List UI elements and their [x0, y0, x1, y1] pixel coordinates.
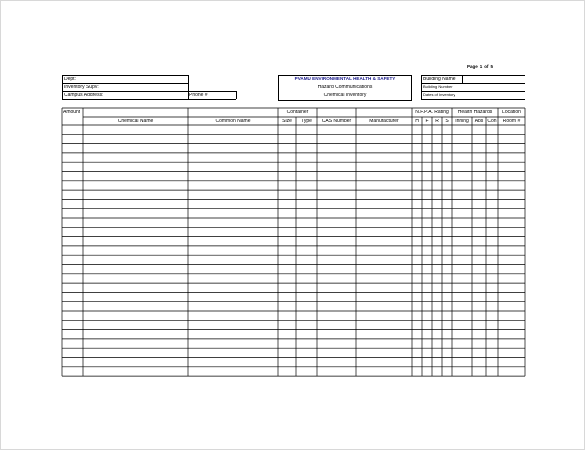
col-r: R — [435, 119, 439, 124]
group-nfpa: N.F.P.A. Rating — [415, 110, 449, 115]
campus-address-label: Campus Address: — [64, 93, 104, 98]
chemical-inventory-line: Chemical Inventory — [323, 93, 367, 98]
building-name-label: Building Name — [423, 77, 456, 82]
col-s: S — [445, 119, 449, 124]
col-abs: Abs — [474, 119, 484, 124]
col-manufacturer: Manufacturer — [369, 119, 399, 124]
group-location: Location — [502, 110, 521, 115]
col-con: Con — [487, 119, 497, 124]
col-cas-number: CAS Number — [321, 119, 352, 124]
col-size: Size — [282, 119, 292, 124]
col-common-name: Common Name — [215, 119, 251, 124]
col-chemical-name: Chemical Name — [117, 119, 154, 124]
group-health-hazards: Health Hazards — [457, 110, 493, 115]
inventory-table-grid — [1, 1, 585, 451]
phone-label: Phone # — [189, 93, 208, 98]
inventory-supv-label: Inventory Supv: — [64, 85, 99, 90]
building-number-label: Building Number — [423, 85, 453, 89]
page-prefix: Page — [467, 64, 478, 69]
page-of: of — [484, 64, 489, 69]
col-type: Type — [301, 119, 312, 124]
col-amount: Amount — [63, 110, 81, 115]
page-total: 5 — [490, 64, 494, 69]
col-room: Room # — [502, 119, 521, 124]
org-title: PVAMU ENVIRONMENTAL HEALTH & SAFETY — [294, 77, 396, 81]
dept-label: Dept: — [64, 77, 76, 82]
inventory-date-label: Dates of Inventory — [423, 93, 456, 97]
col-f: F — [425, 119, 429, 124]
page-current: 1 — [479, 64, 483, 69]
group-container: Container — [286, 110, 309, 115]
hazard-communications-line: Hazard Communications — [317, 85, 373, 90]
col-h: H — [415, 119, 419, 124]
col-inhing: Inhing — [455, 119, 469, 124]
